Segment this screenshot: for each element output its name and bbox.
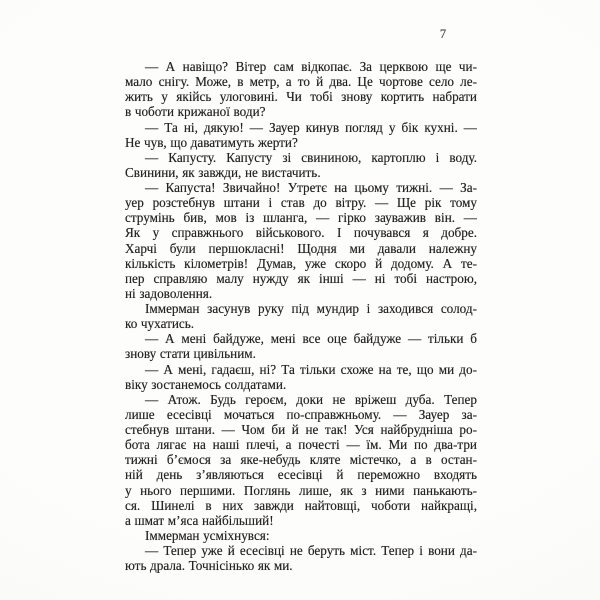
text-line: — Капусту. Капусту зі свининою, картоплю і воду. xyxy=(145,149,477,165)
text-line: — Атож. Будь героєм, доки не вріжеш дуба. Тепер xyxy=(145,391,477,407)
text-line: бота лягає на наші плечі, а почесті — їм. Ми по два-три xyxy=(125,437,477,453)
text-line: — А мені, гадаєш, ні? Та тільки схоже на те, що ми до- xyxy=(145,361,477,377)
text-line: віку зостанемось солдатами. xyxy=(125,376,287,392)
text-line: Як у справжнього військового. І почувався я добре. xyxy=(125,225,477,241)
text-line: струмінь бив, мов із шланга, — гірко зауважив він. — xyxy=(125,210,477,226)
paragraph xyxy=(125,362,477,392)
paragraph xyxy=(125,543,477,573)
text-line: в чоботи крижаної води? xyxy=(125,104,266,120)
text-line: ють драла. Точнісінько як ми. xyxy=(125,558,293,574)
text-line: лише есесівці мочаться по-справжньому. — Зауер за- xyxy=(125,406,477,422)
text-line: Харчі були першокласні! Щодня ми давали належну xyxy=(125,240,477,256)
text-line: Не чув, що даватимуть жерти? xyxy=(125,134,298,150)
text-line: тижні б’ємося за яке-небудь кляте містечко, а в остан- xyxy=(125,452,477,468)
paragraph xyxy=(125,180,477,301)
paragraph xyxy=(125,59,477,120)
paragraph xyxy=(125,392,477,528)
text-line: пер справляю малу нужду як інші — ні тобі настрою, xyxy=(125,270,477,286)
text-line: кількість кілометрів! Думав, уже скоро й додому. А те- xyxy=(125,255,477,271)
page-number: 7 xyxy=(439,27,447,41)
text-line: ні задоволення. xyxy=(125,285,213,301)
text-block xyxy=(125,59,477,573)
text-line: Іммерман усміхнувся: xyxy=(145,527,270,543)
text-line: — Тепер уже й есесівці не беруть міст. Тепер і вони да- xyxy=(145,543,477,558)
text-line: Свинини, як завжди, не вистачить. xyxy=(125,164,321,180)
text-line: уер розстебнув штани і став до вітру. — Ще рік тому xyxy=(125,195,477,211)
text-line: — А мені байдуже, мені все оце байдуже — тільки б xyxy=(145,331,477,347)
text-line: у нього першими. Поглянь лише, як з ними панькають- xyxy=(125,482,477,498)
text-line: — Та ні, дякую! — Зауер кинув погляд у бік кухні. — xyxy=(145,119,477,135)
paragraph xyxy=(125,150,477,180)
text-line: ко чухатись. xyxy=(125,316,195,332)
paragraph xyxy=(125,331,477,361)
text-line: — Капуста! Звичайно! Утретє на цьому тижні. — За- xyxy=(145,180,477,195)
text-line: ній день з’являються есесівці й переможно входять xyxy=(125,467,477,483)
text-line: ся. Шинелі в них завжди найтовщі, чоботи найкращі, xyxy=(125,497,477,513)
text-line: стебнув штани. — Чом би й не так! Уся найбрудніша ро- xyxy=(125,422,477,437)
text-line: жить у якійсь улоговині. Чи тобі знову кортить набрати xyxy=(125,89,477,105)
text-line: а шмат м’яса найбільший! xyxy=(125,512,274,528)
paragraph xyxy=(125,120,477,150)
text-line: Іммерман засунув руку під мундир і заходився солод- xyxy=(145,301,477,316)
text-line: мало снігу. Може, в метр, а то й два. Це чортове село ле- xyxy=(125,74,477,90)
paragraph xyxy=(125,301,477,331)
paragraph xyxy=(125,528,477,543)
text-line: — А навіщо? Вітер сам відкопає. За церквою ще чи- xyxy=(145,59,477,74)
text-line: знову стати цивільним. xyxy=(125,346,256,362)
